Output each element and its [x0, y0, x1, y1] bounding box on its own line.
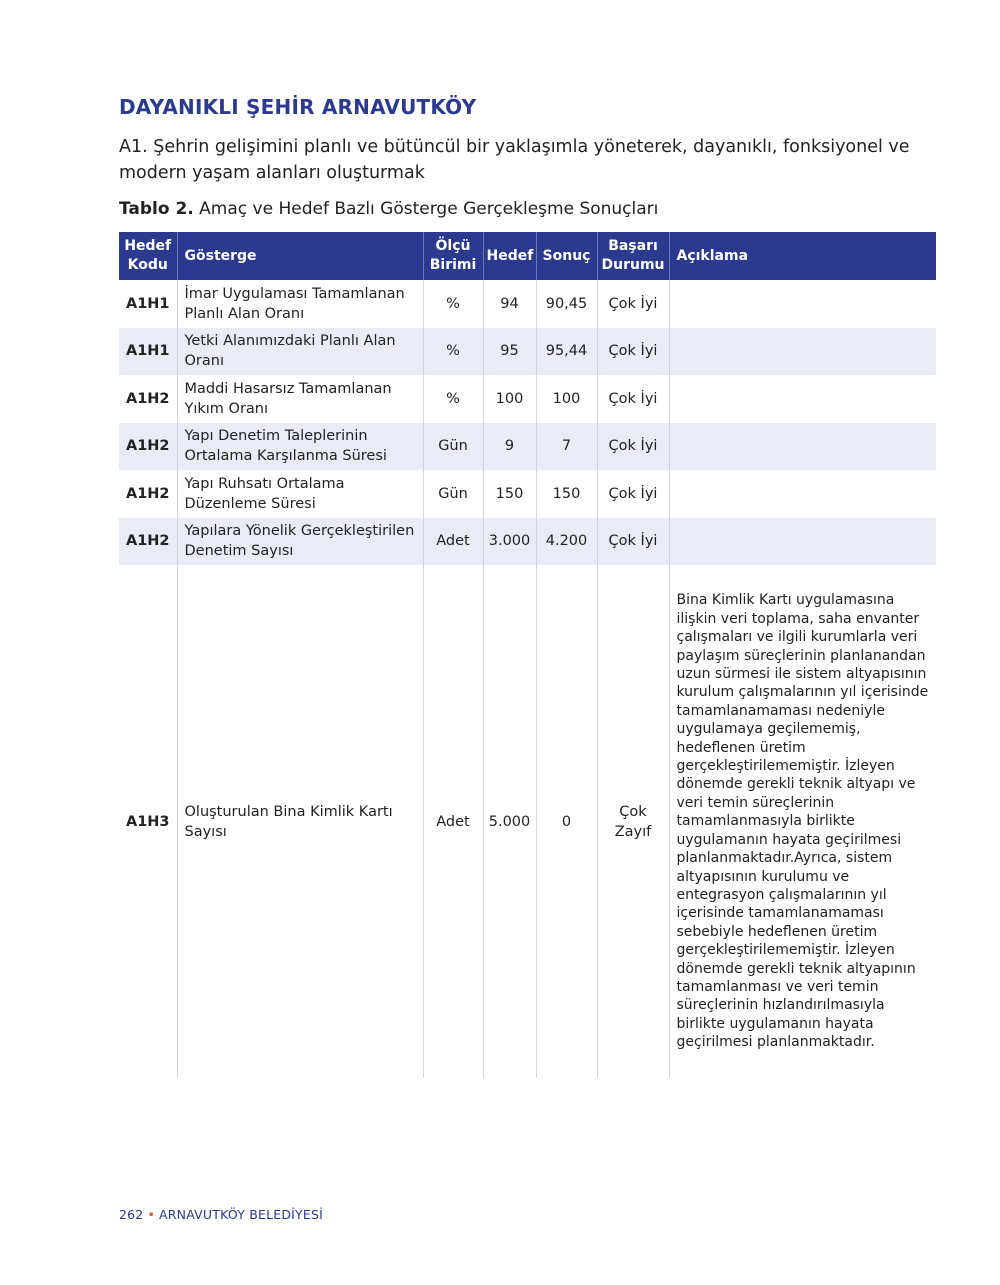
cell-gosterge: Maddi Hasarsız Tamamlanan Yıkım Oranı: [177, 375, 423, 423]
cell-olcu-birimi: Adet: [423, 565, 483, 1078]
cell-basari-durumu: Çok İyi: [597, 280, 669, 328]
cell-basari-durumu: Çok İyi: [597, 375, 669, 423]
cell-aciklama: [669, 423, 936, 471]
cell-olcu-birimi: %: [423, 328, 483, 376]
table-row: [119, 518, 936, 566]
cell-gosterge: Yapılara Yönelik Gerçekleştirilen Denetim Sayısı: [177, 518, 423, 566]
header-basari-durumu: Başarı Durumu: [597, 232, 669, 280]
cell-basari-durumu: Çok Zayıf: [597, 565, 669, 1078]
cell-hedef-kodu: A1H1: [119, 328, 177, 376]
cell-aciklama: [669, 375, 936, 423]
cell-sonuc: 0: [536, 565, 597, 1078]
cell-olcu-birimi: %: [423, 280, 483, 328]
cell-gosterge: Yapı Denetim Taleplerinin Ortalama Karşılanma Süresi: [177, 423, 423, 471]
cell-basari-durumu: Çok İyi: [597, 518, 669, 566]
cell-basari-durumu: Çok İyi: [597, 423, 669, 471]
table-caption-text: Amaç ve Hedef Bazlı Gösterge Gerçekleşme Sonuçları: [193, 199, 659, 219]
cell-hedef: 150: [483, 470, 536, 518]
cell-olcu-birimi: %: [423, 375, 483, 423]
section-title: DAYANIKLI ŞEHİR ARNAVUTKÖY: [119, 95, 477, 119]
table-header-row: [119, 232, 936, 280]
cell-gosterge: Oluşturulan Bina Kimlik Kartı Sayısı: [177, 565, 423, 1078]
cell-hedef-kodu: A1H2: [119, 518, 177, 566]
indicator-table: [119, 232, 936, 1078]
cell-aciklama: Bina Kimlik Kartı uygulamasına ilişkin veri toplama, saha envanter çalışmaları ve ilgili kurumlarla veri paylaşım süreçlerinin planlanandan uzun sürmesi ile sistem altyapısının kurulum çalışmalarının yıl içerisinde tamamlanamaması nedeniyle uygulamaya geçilememiş, hedeflenen üretim gerçekleştirilememiştir. İzleyen dönemde gerekli teknik altyapı ve veri temin süreçlerinin tamamlanmasıyla birlikte uygulamanın hayata geçirilmesi planlanmaktadır.Ayrıca, sistem altyapısının kurulumu ve entegrasyon çalışmalarının yıl içerisinde tamamlanamaması sebebiyle hedeflenen üretim gerçekleştirilememiştir. İzleyen dönemde gerekli teknik altyapının tamamlanması ve veri temin süreçlerinin hızlandırılmasıyla birlikte uygulamanın hayata geçirilmesi planlanmaktadır.: [669, 565, 936, 1078]
cell-hedef: 9: [483, 423, 536, 471]
page-footer: [119, 1207, 323, 1222]
cell-sonuc: 4.200: [536, 518, 597, 566]
header-olcu-birimi: Ölçü Birimi: [423, 232, 483, 280]
table-row: [119, 328, 936, 376]
cell-hedef-kodu: A1H2: [119, 423, 177, 471]
cell-olcu-birimi: Adet: [423, 518, 483, 566]
table-row: [119, 423, 936, 471]
cell-basari-durumu: Çok İyi: [597, 470, 669, 518]
cell-hedef-kodu: A1H1: [125, 295, 170, 312]
cell-hedef: 5.000: [483, 565, 536, 1078]
cell-sonuc: 7: [536, 423, 597, 471]
cell-aciklama: [669, 518, 936, 566]
header-aciklama: Açıklama: [669, 232, 936, 280]
cell-olcu-birimi: Gün: [423, 423, 483, 471]
header-hedef-kodu: Hedef Kodu: [119, 232, 177, 280]
header-sonuc: Sonuç: [536, 232, 597, 280]
table-row: [119, 280, 936, 328]
table-row: [119, 565, 936, 1078]
header-hedef: Hedef: [483, 232, 536, 280]
cell-sonuc: 90,45: [536, 280, 597, 328]
cell-sonuc: 95,44: [536, 328, 597, 376]
cell-olcu-birimi: Gün: [423, 470, 483, 518]
cell-basari-durumu: Çok İyi: [597, 328, 669, 376]
table-row: [119, 375, 936, 423]
cell-hedef: 100: [483, 375, 536, 423]
cell-hedef-kodu: A1H3: [125, 813, 170, 830]
cell-gosterge: İmar Uygulaması Tamamlanan Planlı Alan Oranı: [177, 280, 423, 328]
page-number: 262: [119, 1207, 144, 1222]
cell-gosterge: Yapı Ruhsatı Ortalama Düzenleme Süresi: [177, 470, 423, 518]
cell-hedef-kodu: A1H2: [125, 485, 170, 502]
cell-hedef: 94: [483, 280, 536, 328]
cell-hedef-kodu: A1H2: [125, 390, 170, 407]
cell-gosterge: Yetki Alanımızdaki Planlı Alan Oranı: [177, 328, 423, 376]
publisher-name: ARNAVUTKÖY BELEDİYESİ: [159, 1207, 324, 1222]
table-caption-label: Tablo 2.: [119, 199, 194, 219]
footer-dot-separator: •: [147, 1207, 156, 1222]
cell-aciklama: [669, 280, 936, 328]
cell-aciklama: [669, 328, 936, 376]
header-gosterge: Gösterge: [177, 232, 423, 280]
cell-aciklama: [669, 470, 936, 518]
objective-text: A1. Şehrin gelişimini planlı ve bütüncül bir yaklaşımla yöneterek, dayanıklı, fonksiyonel ve modern yaşam alanları oluşturmak: [119, 137, 910, 183]
cell-hedef: 95: [483, 328, 536, 376]
cell-hedef: 3.000: [483, 518, 536, 566]
table-caption: [119, 199, 658, 219]
table-row: [119, 470, 936, 518]
cell-sonuc: 150: [536, 470, 597, 518]
cell-sonuc: 100: [536, 375, 597, 423]
